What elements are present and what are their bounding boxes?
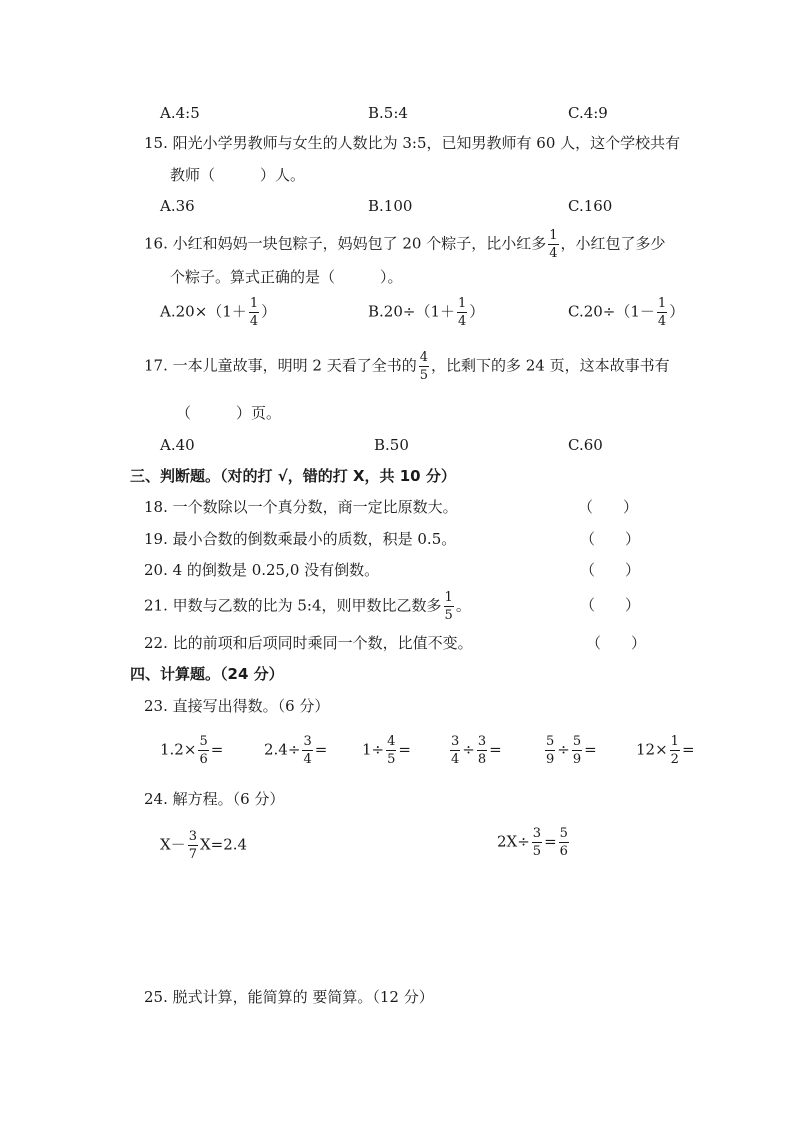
section3-heading: 三、判断题。（对的打 √，错的打 X，共 10 分） xyxy=(130,467,456,485)
q16-option-c: C.20÷（1－ $\frac{1}{4}$ ） xyxy=(568,296,685,329)
fraction: $\frac{3}{4}$ xyxy=(303,734,312,767)
q16-text-post: ，小红包了多少 xyxy=(560,234,666,253)
q15-line2: 教师（ ）人。 xyxy=(170,166,306,184)
q21-text: 21. 甲数与乙数的比为 5:4，则甲数比乙数多 $\frac{1}{5}$ 。 xyxy=(144,590,471,623)
q19-answer-blank: （ ） xyxy=(580,530,641,548)
q24-equation-1: X－ $\frac{3}{7}$ X=2.4 xyxy=(160,829,248,862)
q18-answer-blank: （ ） xyxy=(578,498,639,516)
q15-line1: 15. 阳光小学男教师与女生的人数比为 3:5，已知男教师有 60 人，这个学校共有 xyxy=(144,134,681,152)
fraction: $\frac{1}{5}$ xyxy=(444,590,453,623)
fraction: $\frac{4}{5}$ xyxy=(387,734,396,767)
fraction: $\frac{4}{5}$ xyxy=(419,350,428,383)
q24-equation-2: 2X÷ $\frac{3}{5}$ = $\frac{5}{6}$ xyxy=(497,826,568,859)
q22-text: 22. 比的前项和后项同时乘同一个数，比值不变。 xyxy=(144,634,473,652)
q14-option-b: B.5:4 xyxy=(368,104,408,122)
fraction: $\frac{1}{2}$ xyxy=(670,734,679,767)
q17-option-a: A.40 xyxy=(160,436,195,454)
q24-title: 24. 解方程。（6 分） xyxy=(144,790,285,808)
q23-expr-1: 1.2× $\frac{5}{6}$ = xyxy=(160,734,224,767)
q23-expr-3: 1÷ $\frac{4}{5}$ = xyxy=(362,734,411,767)
fraction: $\frac{1}{4}$ xyxy=(657,296,667,329)
fraction: $\frac{3}{8}$ xyxy=(477,734,487,767)
q16-text-pre: 16. 小红和妈妈一块包粽子，妈妈包了 20 个粽子，比小红多 xyxy=(144,234,547,253)
q16-line2: 个粽子。算式正确的是（ ）。 xyxy=(170,268,403,286)
fraction: $\frac{3}{4}$ xyxy=(451,734,460,767)
q17-option-c: C.60 xyxy=(568,436,603,454)
q20-answer-blank: （ ） xyxy=(580,561,641,579)
q16-line1 xyxy=(144,229,666,260)
fraction: $\frac{5}{9}$ xyxy=(546,734,555,767)
q17-line1: 17. 一本儿童故事，明明 2 天看了全书的 $\frac{4}{5}$ ，比剩下的多 24 页，这本故事书有 xyxy=(144,350,670,383)
q23-expr-2: 2.4÷ $\frac{3}{4}$ = xyxy=(264,734,328,767)
q16-option-b: B.20÷（1＋ $\frac{1}{4}$ ） xyxy=(368,296,485,329)
q23-expr-6: 12× $\frac{1}{2}$ = xyxy=(636,734,695,767)
q18-text: 18. 一个数除以一个真分数，商一定比原数大。 xyxy=(144,498,458,516)
q23-expr-4: $\frac{3}{4}$ ÷ $\frac{3}{8}$ = xyxy=(451,734,502,767)
q14-option-a: A.4:5 xyxy=(160,104,200,122)
q17-line2: （ ）页。 xyxy=(176,404,282,422)
q23-title: 23. 直接写出得数。（6 分） xyxy=(144,697,330,715)
section4-heading: 四、计算题。（24 分） xyxy=(130,665,284,683)
q23-expr-5: $\frac{5}{9}$ ÷ $\frac{5}{9}$ = xyxy=(546,734,597,767)
q19-text: 19. 最小合数的倒数乘最小的质数，积是 0.5。 xyxy=(144,530,457,548)
fraction: $\frac{5}{9}$ xyxy=(572,734,582,767)
fraction: $\frac{1}{4}$ xyxy=(549,228,558,261)
q22-answer-blank: （ ） xyxy=(586,634,647,652)
q15-option-a: A.36 xyxy=(160,197,195,215)
fraction: $\frac{3}{7}$ xyxy=(188,829,197,862)
q20-text: 20. 4 的倒数是 0.25,0 没有倒数。 xyxy=(144,561,380,579)
q15-option-b: B.100 xyxy=(368,197,413,215)
q17-option-b: B.50 xyxy=(374,436,409,454)
fraction: $\frac{3}{5}$ xyxy=(532,826,542,859)
q16-option-a: A.20×（1＋ $\frac{1}{4}$ ） xyxy=(160,296,277,329)
fraction: $\frac{5}{6}$ xyxy=(559,826,568,859)
fraction: $\frac{1}{4}$ xyxy=(249,296,259,329)
q25-title: 25. 脱式计算，能简算的 要简算。（12 分） xyxy=(144,988,434,1006)
fraction: $\frac{5}{6}$ xyxy=(199,734,208,767)
q21-answer-blank: （ ） xyxy=(580,596,641,614)
q14-option-c: C.4:9 xyxy=(568,104,608,122)
q15-option-c: C.160 xyxy=(568,197,613,215)
fraction: $\frac{1}{4}$ xyxy=(458,296,467,329)
